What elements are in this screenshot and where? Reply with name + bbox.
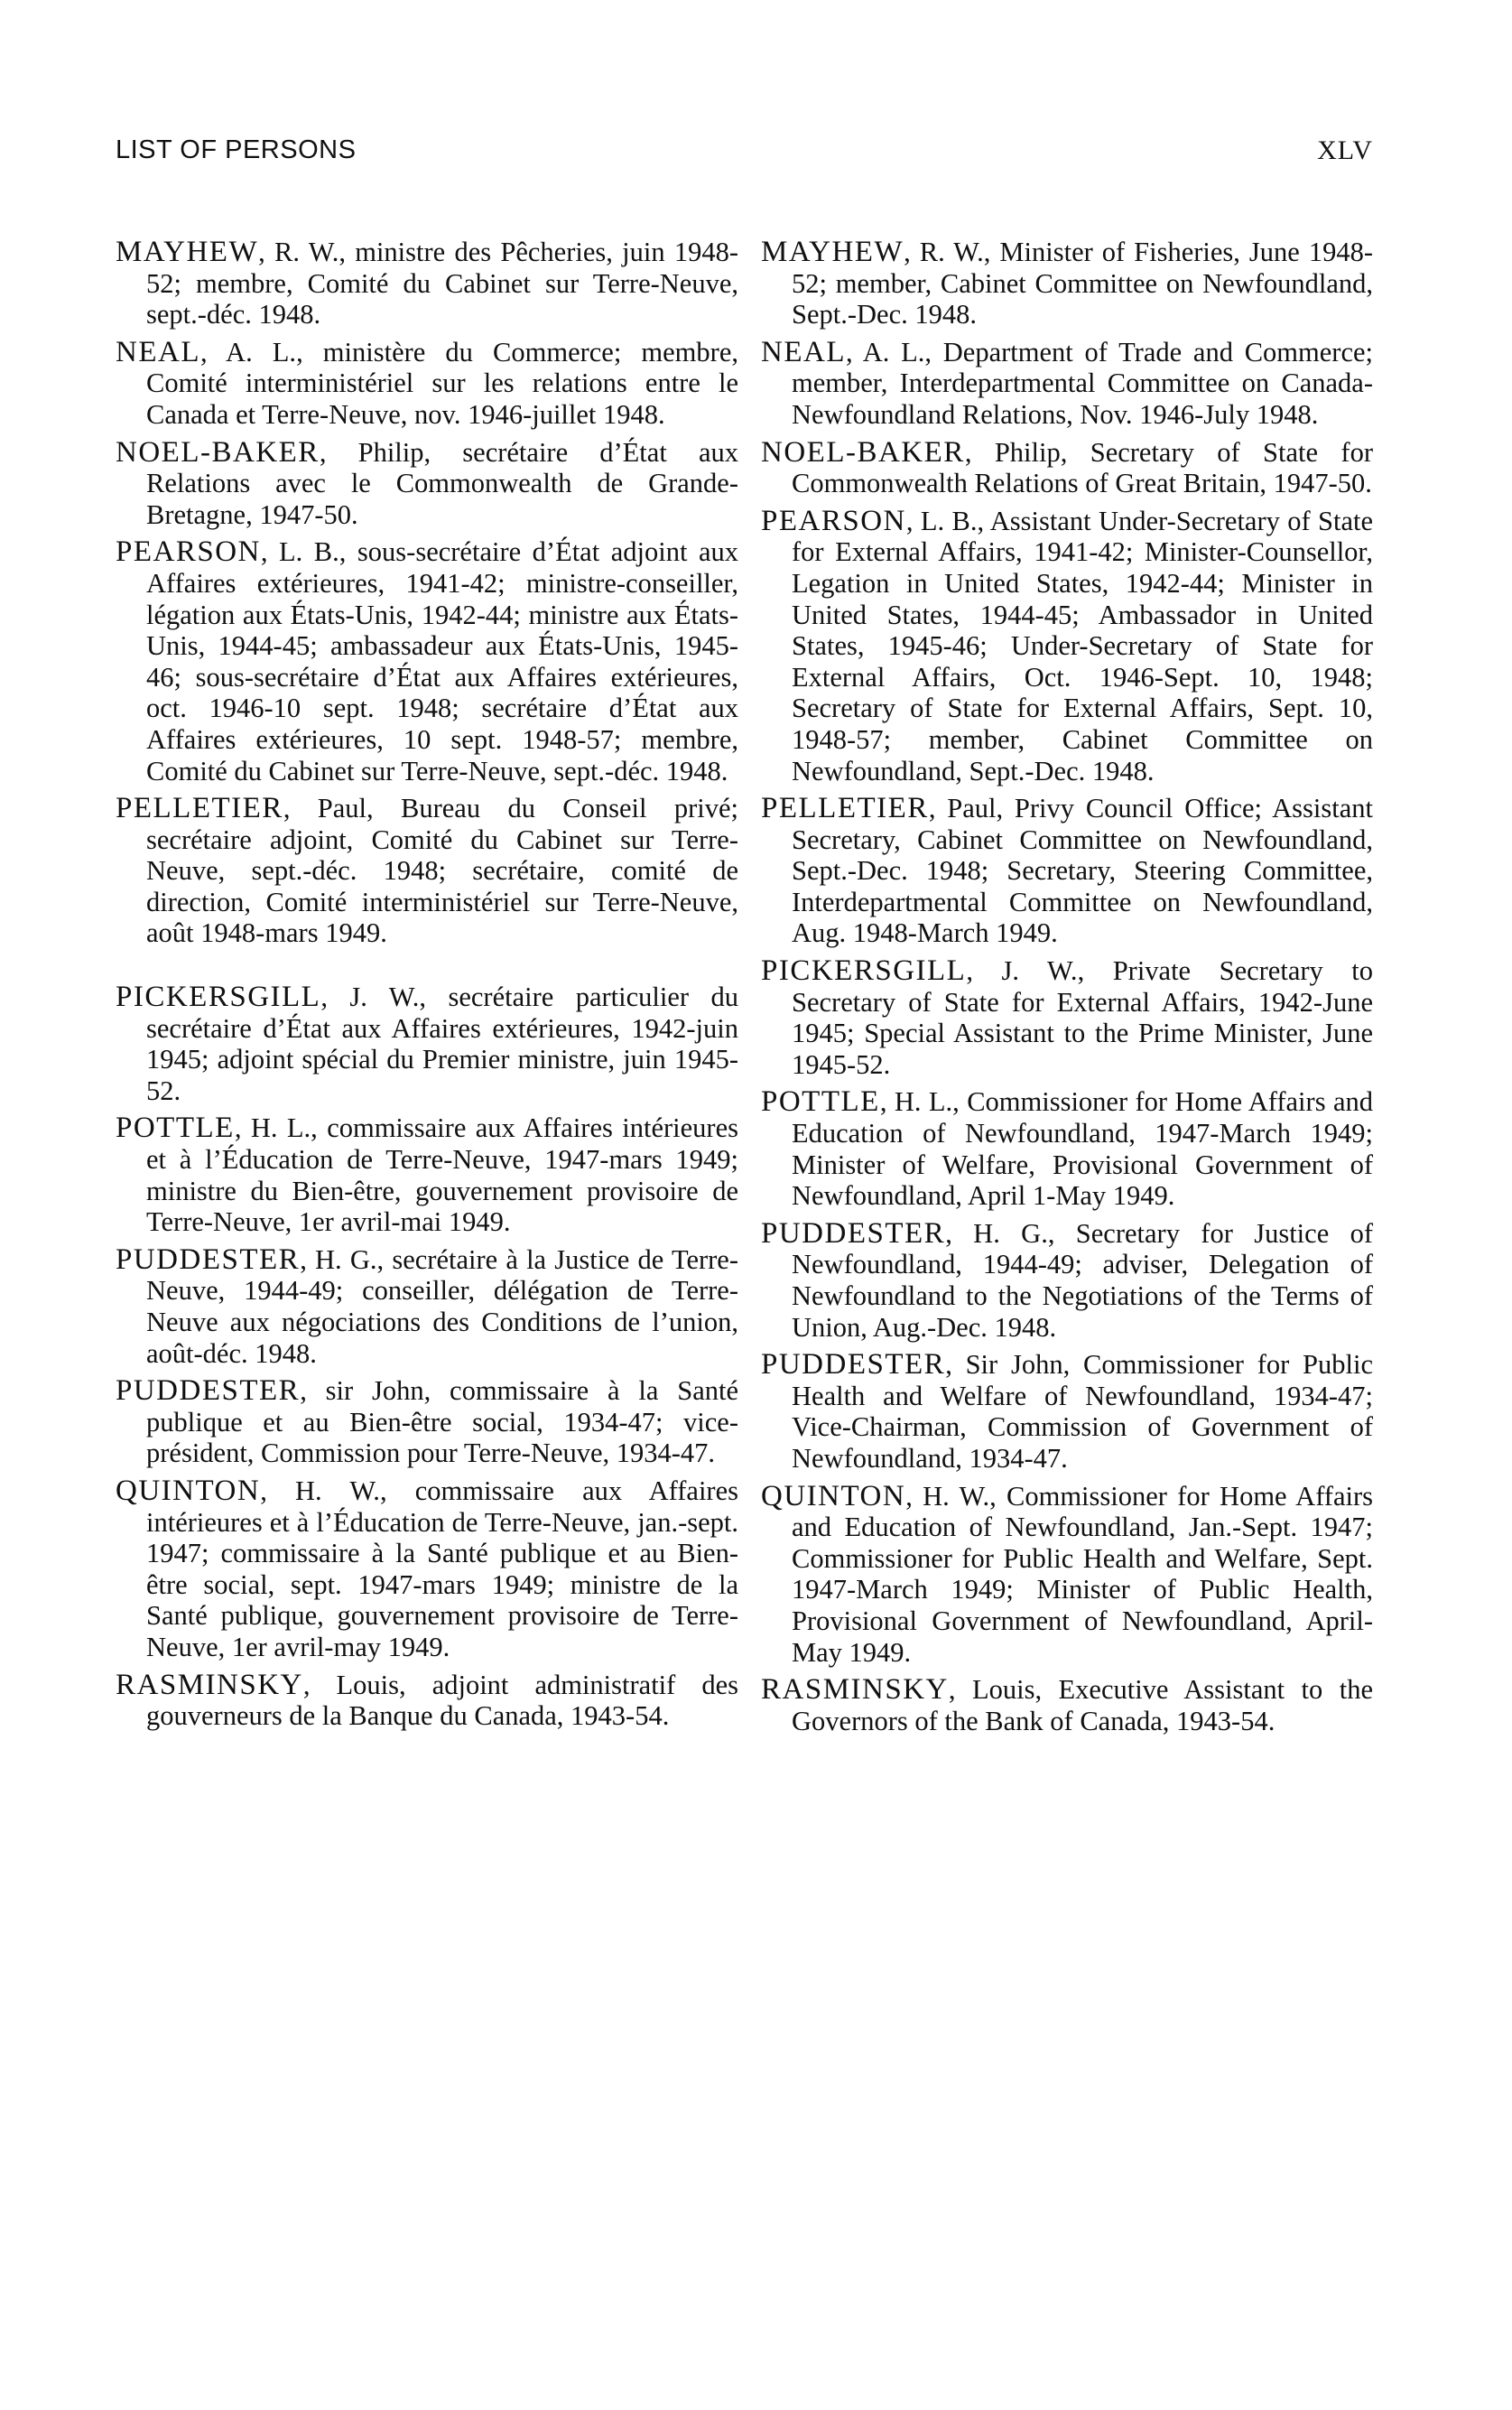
person-surname: PELLETIER [761,792,929,825]
person-initials: , J. W. [966,955,1078,987]
person-initials: , sir John [300,1375,424,1407]
person-entry [116,536,738,786]
person-description: , secrétaire d’État aux Relations avec le Commonwealth de Grande-Bretagne, 1947-50. [146,436,738,530]
english-column [761,237,1373,1743]
person-surname: PICKERSGILL [116,981,321,1014]
person-description: , Secretary for Justice of Newfoundland, 1944-49; adviser, Delegation of Newfoundland to the Negotiations of the Terms of Union, Aug.-Dec. 1948. [792,1217,1373,1343]
person-initials: , H. W. [260,1475,380,1506]
person-surname: POTTLE [761,1085,880,1119]
person-description: , Commissioner for Home Affairs and Education of Newfoundland, 1947-March 1949; Minister of Welfare, Provisional Government of Newfoundland, April 1-May 1949. [792,1086,1373,1212]
person-entry [116,1112,738,1237]
person-entry [761,1481,1373,1669]
person-surname: RASMINSKY [116,1668,303,1701]
person-description: , secrétaire à la Justice de Terre-Neuve, 1944-49; conseiller, délégation de Terre-Neuve aux négociations des Conditions de l’union, août-déc. 1948. [146,1243,738,1369]
person-entry [116,1670,738,1732]
person-description: , ministre des Pêcheries, juin 1948-52; membre, Comité du Cabinet sur Terre-Neuve, sept.-déc. 1948. [146,237,738,330]
person-description: , Secretary of State for Commonwealth Relations of Great Britain, 1947-50. [792,436,1373,499]
person-initials: , Philip [964,436,1061,468]
person-surname: QUINTON [116,1474,261,1507]
person-surname: PUDDESTER [761,1348,946,1382]
person-initials: , H. L. [879,1086,953,1118]
person-entry [116,237,738,330]
person-entry [761,337,1373,431]
running-title: LIST OF PERSONS [116,135,357,164]
person-initials: , A. L. [845,336,925,368]
person-description: , Executive Assistant to the Governors of the Bank of Canada, 1943-54. [792,1674,1373,1736]
person-entry [116,793,738,949]
person-entry [761,237,1373,330]
person-entry [761,1349,1373,1474]
person-entry [761,437,1373,499]
person-entry [761,506,1373,786]
person-initials: , J. W. [320,982,420,1013]
person-entry [761,1674,1373,1736]
person-surname: NEAL [761,335,846,368]
person-description: , Assistant Under-Secretary of State for External Affairs, 1941-42; Minister-Counsellor, Legation in United States, 1942-44; Minister in United States, 1944-45; Ambassador in United States, 1945-46; Under-Secretary of State for External Affairs, Oct. 1946-Sept. 10, 1948; Secretary of State for External Affairs, Sept. 10, 1948-57; member, Cabinet Committee on Newfoundland, Sept.-Dec. 1948. [792,505,1373,786]
page-number: XLV [1317,135,1373,165]
person-surname: MAYHEW [761,236,904,268]
person-entry [116,982,738,1106]
person-surname: PUDDESTER [116,1374,301,1408]
person-description: , sous-secrétaire d’État adjoint aux Affaires extérieures, 1941-42; ministre-conseiller, légation aux États-Unis, 1942-44; ministre aux États-Unis, 1944-45; ambassadeur aux États-Unis, 1945-46; sous-secrétaire d’État aux Affaires extérieures, oct. 1946-10 sept. 1948; secrétaire d’État aux Affaires extérieures, 10 sept. 1948-57; membre, Comité du Cabinet sur Terre-Neuve, sept.-déc. 1948. [146,536,738,786]
page-header [116,135,1373,181]
person-initials: , R. W. [258,237,339,267]
person-surname: RASMINSKY [761,1673,949,1707]
person-initials: , H. G. [945,1217,1048,1249]
person-entry [761,1218,1373,1343]
person-initials: , Louis [948,1674,1035,1706]
person-description: , secrétaire particulier du secrétaire d’État aux Affaires extérieures, 1942-juin 1945; adjoint spécial du Premier ministre, juin 1945-52. [146,982,738,1106]
person-surname: PUDDESTER [116,1242,301,1276]
person-description: , commissaire aux Affaires intérieures et à l’Éducation de Terre-Neuve, 1947-mars 1949; ministre du Bien-être, gouvernement provisoire de Terre-Neuve, 1er avril-mai 1949. [146,1112,738,1238]
person-entry [761,793,1373,949]
person-initials: , Louis [302,1669,400,1700]
person-surname: QUINTON [761,1479,906,1512]
person-surname: MAYHEW [116,236,259,268]
person-description: , Commissioner for Home Affairs and Education of Newfoundland, Jan.-Sept. 1947; Commissioner for Public Health and Welfare, Sept. 1947-March 1949; Minister of Public Health, Provisional Government of Newfoundland, April-May 1949. [792,1480,1373,1668]
person-description: , Privy Council Office; Assistant Secretary, Cabinet Committee on Newfoundland, Sept.-Dec. 1948; Secretary, Steering Committee, Interdepartmental Committee on Newfoundland, Aug. 1948-March 1949. [792,793,1373,949]
french-column [116,237,738,1738]
person-initials: , H. W. [905,1480,990,1512]
person-entry [761,955,1373,1080]
person-initials: , H. G. [300,1243,377,1275]
person-surname: NOEL-BAKER [116,435,320,469]
person-description: , commissaire à la Santé publique et au Bien-être social, 1934-47; vice-président, Commission pour Terre-Neuve, 1934-47. [146,1375,738,1469]
person-initials: , H. L. [234,1112,311,1144]
person-initials: , L. B. [260,536,339,568]
person-entry [116,1375,738,1469]
person-description: , Department of Trade and Commerce; member, Interdepartmental Committee on Canada-Newfoundland Relations, Nov. 1946-July 1948. [792,336,1374,430]
person-description: , Private Secretary to Secretary of State for External Affairs, 1942-June 1945; Special Assistant to the Prime Minister, June 1945-52. [792,955,1373,1080]
person-surname: PEARSON [116,535,261,569]
person-description: , Bureau du Conseil privé; secrétaire adjoint, Comité du Cabinet sur Terre-Neuve, sept.-déc. 1948; secrétaire, comité de direction, Comité interministériel sur Terre-Neuve, août 1948-mars 1949. [146,793,738,949]
person-surname: PUDDESTER [761,1216,946,1250]
person-surname: PELLETIER [116,792,283,825]
person-surname: PICKERSGILL [761,954,967,988]
person-surname: NOEL-BAKER [761,435,965,469]
person-surname: PEARSON [761,504,906,537]
person-initials: , A. L. [199,336,297,368]
person-entry [116,337,738,431]
person-description: , Commissioner for Public Health and Welfare of Newfoundland, 1934-47; Vice-Chairman, Commission of Government of Newfoundland, 1934-47. [792,1349,1373,1474]
person-entry [116,437,738,531]
person-initials: , Paul [283,793,367,824]
person-initials: , L. B. [905,505,978,536]
person-surname: POTTLE [116,1112,235,1145]
person-description: , ministère du Commerce; membre, Comité interministériel sur les relations entre le Canada et Terre-Neuve, nov. 1946-juillet 1948. [146,336,738,430]
person-initials: , Paul [928,793,997,824]
person-entry [116,1475,738,1663]
person-description: , Minister of Fisheries, June 1948-52; member, Cabinet Committee on Newfoundland, Sept.-Dec. 1948. [792,237,1373,330]
person-entry [761,1086,1373,1211]
person-initials: , R. W. [904,237,984,267]
person-description: , commissaire aux Affaires intérieures et à l’Éducation de Terre-Neuve, jan.-sept. 1947; commissaire à la Santé publique et au Bien-être social, sept. 1947-mars 1949; ministre de la Santé publique, gouvernement provisoire de Terre-Neuve, 1er avril-may 1949. [146,1475,738,1662]
person-entry [116,1244,738,1369]
person-surname: NEAL [116,335,200,368]
person-description: , adjoint administratif des gouverneurs de la Banque du Canada, 1943-54. [146,1669,739,1732]
person-initials: , Sir John [945,1349,1063,1381]
person-initials: , Philip [319,436,424,468]
